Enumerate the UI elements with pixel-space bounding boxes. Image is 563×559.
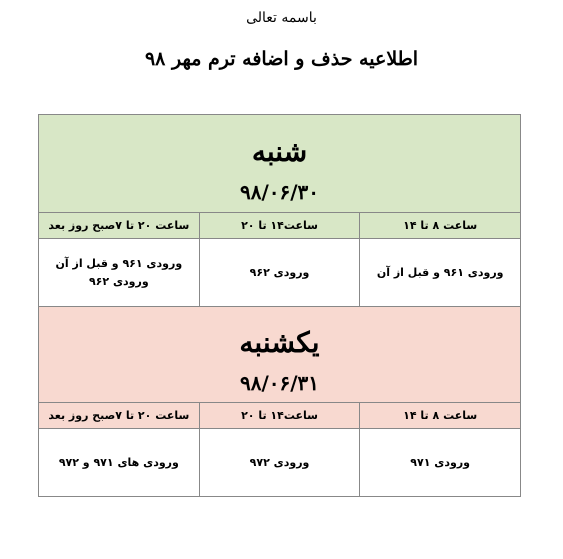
entry-text: ورودی ۹۷۲ (249, 455, 310, 469)
time-slot-header: ساعت ۸ تا ۱۴ (360, 213, 521, 239)
time-slot-header: ساعت ۲۰ تا ۷صبح روز بعد (39, 213, 200, 239)
entry-text: ورودی های ۹۷۱ و ۹۷۲ (58, 455, 179, 469)
entry-text: ورودی ۹۷۱ (410, 455, 471, 469)
day-date: ۹۸/۰۶/۳۰ (239, 179, 320, 204)
schedule-table (38, 114, 521, 497)
time-slot-header: ساعت ۸ تا ۱۴ (360, 403, 521, 429)
basmala-text: باسمه تعالی (246, 10, 317, 26)
time-slot-header: ساعت۱۴ تا ۲۰ (199, 403, 360, 429)
entry-text: ورودی ۹۶۱ و قبل از آن (55, 256, 183, 270)
entry-text: ورودی ۹۶۲ (249, 265, 310, 279)
entry-cell (39, 239, 200, 307)
entry-row (39, 239, 521, 307)
day-name: شنبه (251, 134, 308, 168)
day-header-saturday (39, 115, 521, 213)
day-row-saturday (39, 115, 521, 213)
entry-text: ورودی ۹۶۱ و قبل از آن (376, 265, 504, 279)
day-date: ۹۸/۰۶/۳۱ (239, 370, 320, 395)
entry-cell (360, 239, 521, 307)
time-slot-header: ساعت۱۴ تا ۲۰ (199, 213, 360, 239)
entry-cell (199, 429, 360, 497)
entry-text: ورودی ۹۶۲ (88, 274, 149, 288)
entry-cell (39, 429, 200, 497)
day-name: یکشنبه (239, 325, 320, 359)
entry-cell (199, 239, 360, 307)
time-header-row (39, 213, 521, 239)
time-header-row (39, 403, 521, 429)
time-slot-header: ساعت ۲۰ تا ۷صبح روز بعد (39, 403, 200, 429)
entry-row (39, 429, 521, 497)
day-header-sunday (39, 307, 521, 403)
day-row-sunday (39, 307, 521, 403)
announcement-title: اطلاعیه حذف و اضافه ترم مهر ۹۸ (144, 48, 419, 70)
entry-cell (360, 429, 521, 497)
